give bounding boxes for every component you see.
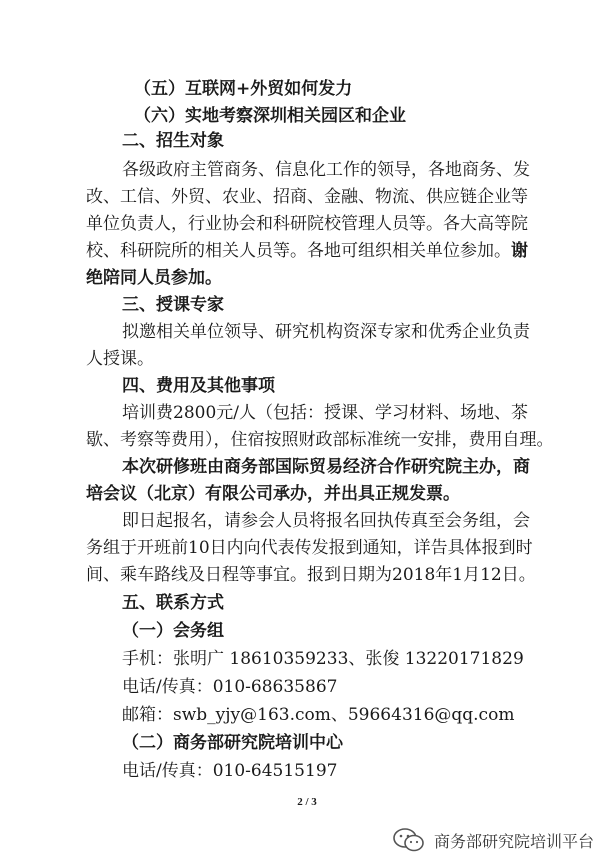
text-line-17: 即日起报名，请参会人员将报名回执传真至会务组，会 [122, 511, 530, 531]
text-line-14: 歇、考察等费用），住宿按照财政部标准统一安排，费用自理。 [86, 430, 554, 450]
text-line-9: 三、授课专家 [122, 295, 224, 315]
page-number: 2 / 3 [297, 796, 317, 808]
text-line-25: （二）商务部研究院培训中心 [122, 733, 343, 753]
text-line-7: 校、科研院所的相关人员等。各地可组织相关单位参加。谢 [86, 241, 528, 261]
text-line-24: 邮箱：swb_yjy@163.com、59664316@qq.com [122, 705, 515, 725]
text-line-26: 电话/传真：010-64515197 [122, 761, 338, 781]
text-line-22: 手机：张明广 18610359233、张俊 13220171829 [122, 649, 524, 669]
text-line-11: 人授课。 [86, 349, 154, 369]
text-line-5: 改、工信、外贸、农业、招商、金融、物流、供应链企业等 [86, 187, 528, 207]
text-line-1: （五）互联网+外贸如何发力 [134, 79, 353, 99]
text-line-15: 本次研修班由商务部国际贸易经济合作研究院主办，商 [122, 457, 530, 477]
text-line-13: 培训费2800元/人（包括：授课、学习材料、场地、茶 [122, 403, 528, 423]
text-line-16: 培会议（北京）有限公司承办，并出具正规发票。 [86, 484, 460, 504]
text-line-6: 单位负责人，行业协会和科研院校管理人员等。各大高等院 [86, 214, 528, 234]
wechat-icon [392, 826, 426, 854]
text-line-21: （一）会务组 [122, 621, 224, 641]
text-line-20: 五、联系方式 [122, 593, 224, 613]
text-line-18: 务组于开班前10日内向代表传发报到通知，详告具体报到时 [86, 538, 533, 558]
text-line-19: 间、乘车路线及日程等事宜。报到日期为2018年1月12日。 [86, 565, 536, 585]
text-line-23: 电话/传真：010-68635867 [122, 677, 338, 697]
text-line-2: （六）实地考察深圳相关园区和企业 [134, 106, 406, 126]
text-line-3: 二、招生对象 [122, 131, 224, 151]
text-line-12: 四、费用及其他事项 [122, 376, 275, 396]
text-line-4: 各级政府主管商务、信息化工作的领导，各地商务、发 [122, 160, 530, 180]
text-line-10: 拟邀相关单位领导、研究机构资深专家和优秀企业负责 [122, 322, 530, 342]
text-line-8: 绝陪同人员参加。 [86, 268, 222, 288]
wechat-watermark [392, 826, 594, 854]
watermark-text: 商务部研究院培训平台 [434, 831, 595, 851]
